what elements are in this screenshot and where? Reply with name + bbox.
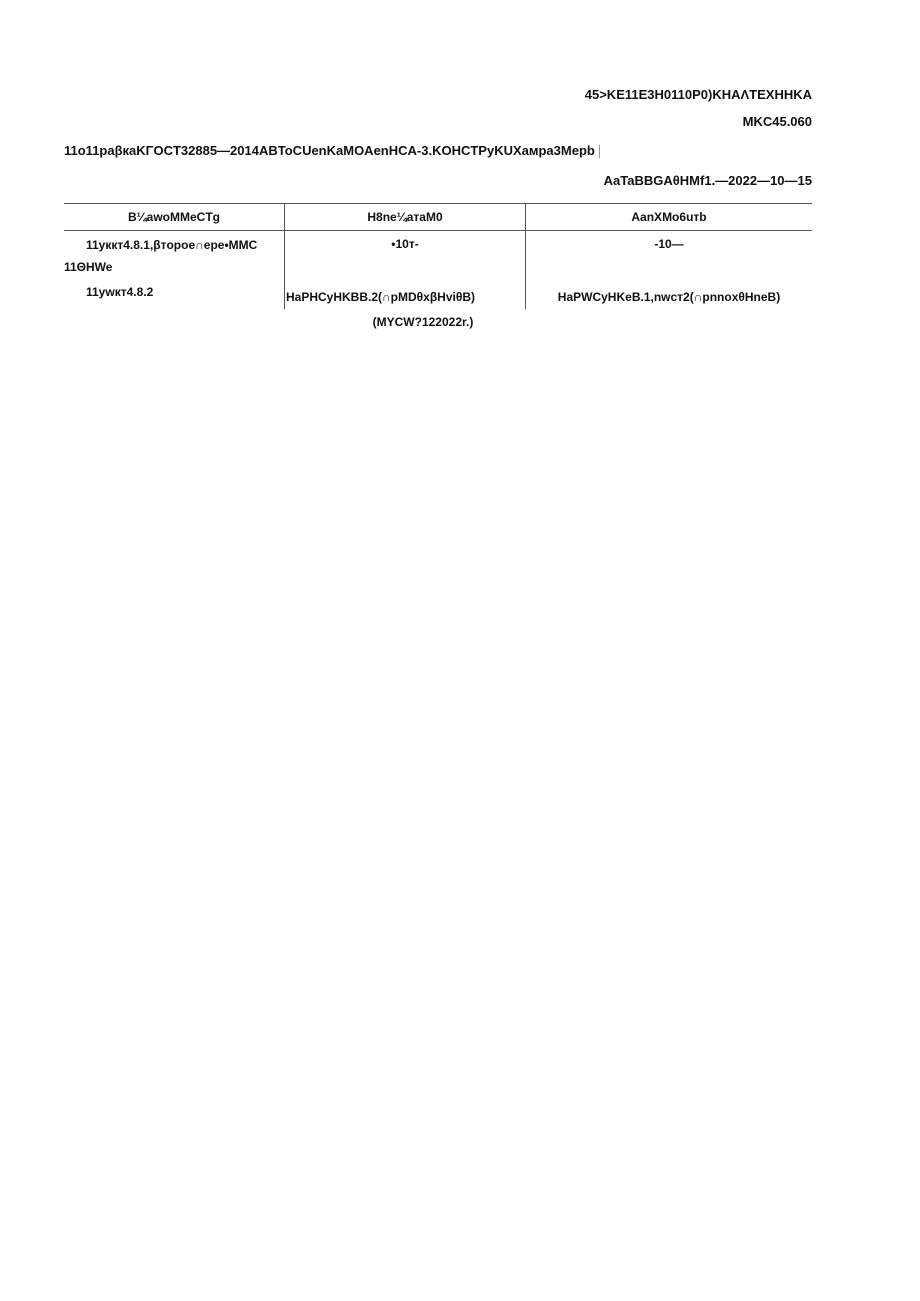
classifier-code: MKC45.060 xyxy=(742,114,812,129)
amendment-title-text: 11o11paβкaKΓOCT32885—2014ABToCUenKaMOAenHCA-3.KOHCTPyKUXaмpa3Mepb xyxy=(64,143,595,158)
column-header-location: B¼awoMMeCTg xyxy=(127,210,220,224)
table-top-rule xyxy=(64,203,812,204)
effective-date: AaTaBBGAθHMf1.—2022—10—15 xyxy=(603,173,812,188)
text-cursor xyxy=(599,145,600,158)
amendment-title xyxy=(64,143,600,158)
column-header-printed: H8ne¼aтaM0 xyxy=(367,210,443,224)
row2-location: 11ywкт4.8.2 xyxy=(86,285,154,299)
amendment-table xyxy=(64,203,812,309)
row2-should-be: HaPWCyHKeB.1,nwcт2(∩pnnoxθHneB) xyxy=(557,290,781,304)
row1-location-line1: 11yккт4.8.1,βтopoe∩epe•MMC xyxy=(86,238,258,252)
row1-printed: •10т- xyxy=(391,237,419,251)
publication-note: (MYCW?122022r.) xyxy=(372,315,474,329)
row1-location-line2: 11ΘHWe xyxy=(64,260,113,274)
column-header-should-be: AanXMo6uтb xyxy=(631,210,707,224)
row2-printed: HaPHCyHKBB.2(∩pMDθxβHviθB) xyxy=(286,290,475,304)
standard-heading: 45>KE11E3H0110P0)KHAΛTEXHHKA xyxy=(584,87,812,102)
row1-should-be: -10— xyxy=(654,237,684,251)
table-header-rule xyxy=(64,230,812,231)
